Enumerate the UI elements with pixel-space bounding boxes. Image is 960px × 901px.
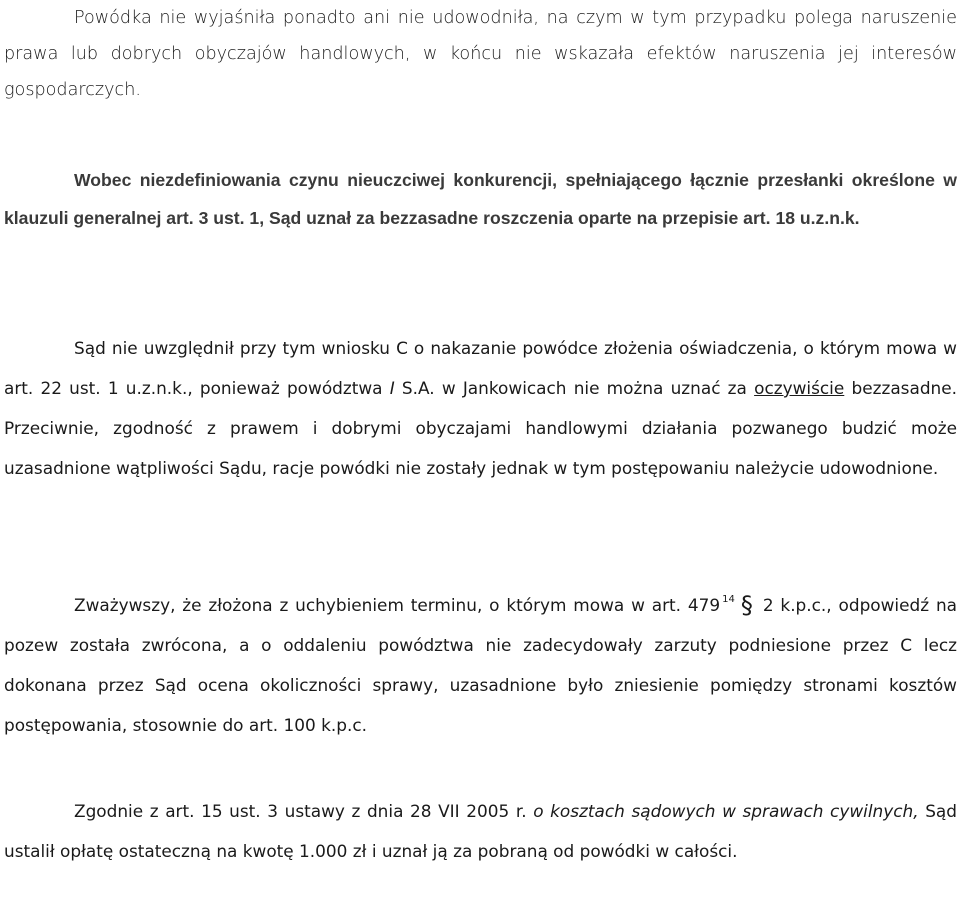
paragraph-3-text-c: bezzasadne. Przeciwnie, zgodność z prawem i dobrymi obyczajami handlowymi działania pozwanego budzić może uzasadnione wątpliwości Sądu, racje powódki nie zostały jednak w tym postępowaniu należycie udowodnione. <box>4 378 958 478</box>
paragraph-5 <box>4 791 957 871</box>
paragraph-5-text-a: Zgodnie z art. 15 ust. 3 ustawy z dnia 28 VII 2005 r. <box>74 801 534 821</box>
paragraph-1-text: Powódka nie wyjaśniła ponadto ani nie udowodniła, na czym w tym przypadku polega naruszenie prawa lub dobrych obyczajów handlowych, w końcu nie wskazała efektów naruszenia jej interesów gospodarczych. <box>4 8 957 100</box>
paragraph-3 <box>4 328 957 488</box>
paragraph-3-text-b: S.A. w Jankowicach nie można uznać za <box>394 378 755 398</box>
paragraph-2 <box>4 161 957 237</box>
paragraph-4-text-b: 2 k.p.c., odpowiedź na pozew została zwrócona, a o oddaleniu powództwa nie zadecydowały zarzuty podniesione przez C lecz dokonana przez Sąd ocena okoliczności sprawy, uzasadnione było zniesienie pomiędzy stronami kosztów postępowania, stosownie do art. 100 k.p.c. <box>4 595 957 735</box>
paragraph-4-text-a: Zważywszy, że złożona z uchybieniem terminu, o którym mowa w art. 479 <box>74 595 721 615</box>
paragraph-2-text: Wobec niezdefiniowania czynu nieuczciwej konkurencji, spełniającego łącznie przesłanki określone w klauzuli generalnej art. 3 ust. 1, Sąd uznał za bezzasadne roszczenia oparte na przepisie art. 18 u.z.n.k. <box>4 170 957 228</box>
paragraph-1 <box>4 0 957 108</box>
paragraph-5-text-b: Sąd ustalił opłatę ostateczną na kwotę 1.000 zł i uznał ją za pobraną od powódki w całości. <box>4 801 958 861</box>
paragraph-5-italic: o kosztach sądowych w sprawach cywilnych, <box>533 801 919 821</box>
paragraph-4 <box>4 580 957 745</box>
paragraph-3-underlined: oczywiście <box>754 378 845 398</box>
paragraph-3-italic: I <box>389 378 395 398</box>
article-superscript: 14 <box>722 594 735 605</box>
section-sign: § <box>740 591 753 619</box>
paragraph-3-text-a: Sąd nie uwzględnił przy tym wniosku C o nakazanie powódce złożenia oświadczenia, o którym mowa w art. 22 ust. 1 u.z.n.k., ponieważ powództwa <box>4 338 957 398</box>
